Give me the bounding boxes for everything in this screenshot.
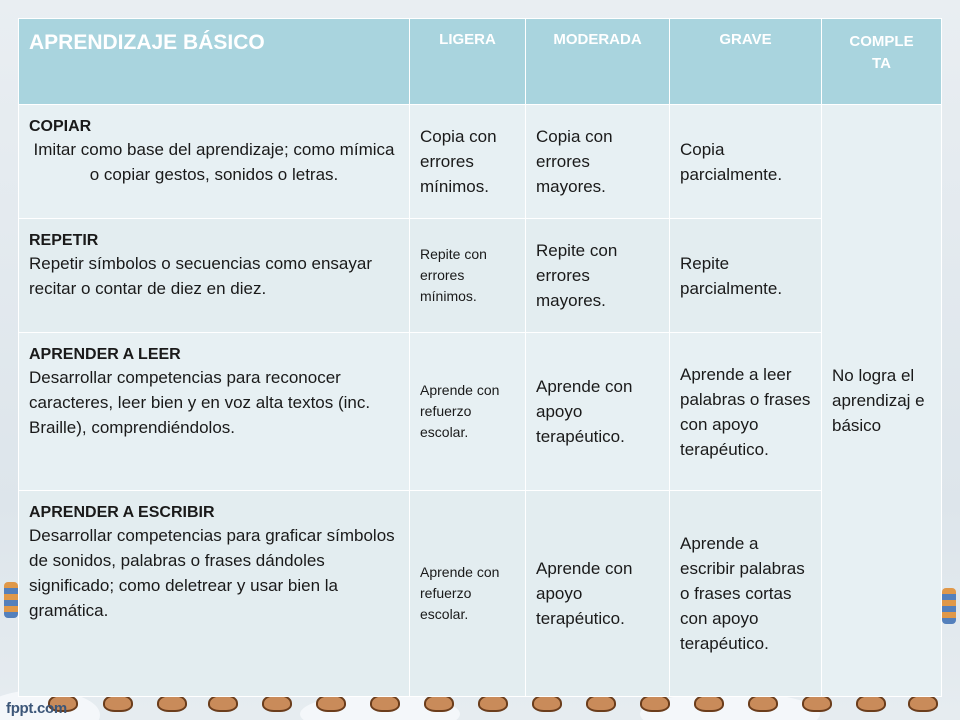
side-figure-right xyxy=(942,588,956,624)
ligera-cell: Copia con errores mínimos. xyxy=(410,105,526,219)
header-completa-line1: COMPLE xyxy=(849,33,914,50)
grave-cell: Copia parcialmente. xyxy=(670,105,822,219)
header-grave: GRAVE xyxy=(670,19,822,105)
header-moderada: MODERADA xyxy=(526,19,670,105)
skill-cell xyxy=(19,491,410,697)
skill-title: REPETIR xyxy=(29,232,99,249)
skill-description: Repetir símbolos o secuencias como ensayar recitar o contar de diez en diez. xyxy=(29,254,372,298)
skill-title: COPIAR xyxy=(29,118,92,135)
skill-description: Desarrollar competencias para graficar símbolos de sonidos, palabras o frases dándoles significado; como deletrear y usar bien la gramática. xyxy=(29,526,395,620)
learning-severity-table xyxy=(18,18,942,697)
moderada-cell: Aprende con apoyo terapéutico. xyxy=(526,333,670,491)
ligera-cell: Repite con errores mínimos. xyxy=(410,219,526,333)
moderada-cell: Repite con errores mayores. xyxy=(526,219,670,333)
skill-cell xyxy=(19,333,410,491)
skill-title: APRENDER A LEER xyxy=(29,346,181,363)
skill-cell xyxy=(19,105,410,219)
table-row-repetir xyxy=(19,219,942,333)
header-completa xyxy=(822,19,942,105)
table-row-aprender-a-leer xyxy=(19,333,942,491)
grave-cell: Aprende a leer palabras o frases con apoyo terapéutico. xyxy=(670,333,822,491)
header-ligera: LIGERA xyxy=(410,19,526,105)
moderada-cell: Copia con errores mayores. xyxy=(526,105,670,219)
moderada-cell: Aprende con apoyo terapéutico. xyxy=(526,491,670,697)
header-row xyxy=(19,19,942,105)
table-row-copiar xyxy=(19,105,942,219)
skill-description: Desarrollar competencias para reconocer caracteres, leer bien y en voz alta textos (inc. Braille), comprendiéndolos. xyxy=(29,368,371,437)
footer-logo: fppt.com xyxy=(6,700,67,717)
completa-cell: No logra el aprendizaj e básico xyxy=(822,105,942,697)
side-figure-left xyxy=(4,582,18,618)
table-row-aprender-a-escribir xyxy=(19,491,942,697)
skill-description: Imitar como base del aprendizaje; como mímica o copiar gestos, sonidos o letras. xyxy=(33,140,395,184)
skill-title: APRENDER A ESCRIBIR xyxy=(29,504,215,521)
ligera-cell: Aprende con refuerzo escolar. xyxy=(410,491,526,697)
grave-cell: Repite parcialmente. xyxy=(670,219,822,333)
header-aprendizaje-basico: APRENDIZAJE BÁSICO xyxy=(19,19,410,105)
skill-cell xyxy=(19,219,410,333)
ligera-cell: Aprende con refuerzo escolar. xyxy=(410,333,526,491)
header-completa-line2: TA xyxy=(872,55,891,72)
grave-cell: Aprende a escribir palabras o frases cortas con apoyo terapéutico. xyxy=(670,491,822,697)
